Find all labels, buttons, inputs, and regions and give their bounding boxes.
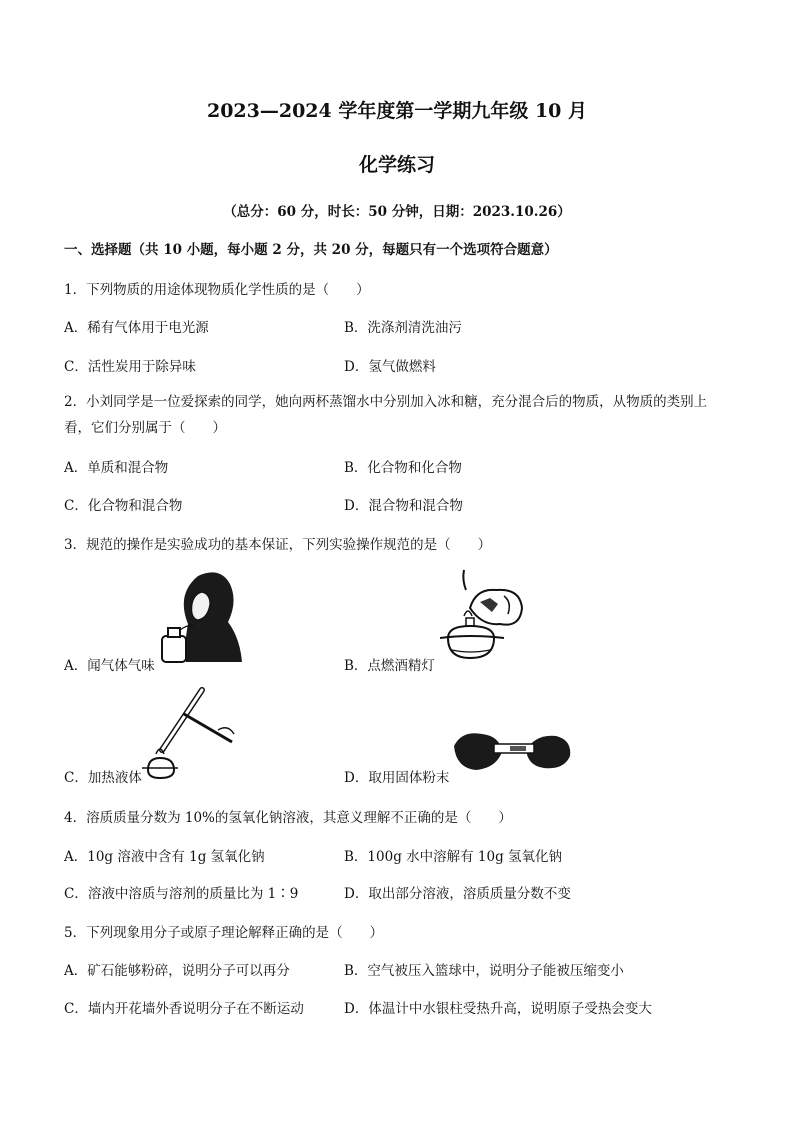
- question-1-option-c: C．活性炭用于除异味: [64, 359, 196, 375]
- exam-info: （总分：60 分，时长：50 分钟，日期：2023.10.26）: [223, 204, 571, 220]
- question-3-option-b: B．点燃酒精灯: [344, 658, 435, 674]
- question-3-stem: 3．规范的操作是实验成功的基本保证，下列实验操作规范的是（ ）: [64, 537, 492, 553]
- question-1-stem: 1．下列物质的用途体现物质化学性质的是（ ）: [64, 282, 370, 298]
- question-5-option-c: C．墙内开花墙外香说明分子在不断运动: [64, 1001, 304, 1017]
- solid-powder-figure: [452, 726, 574, 780]
- question-5-option-a: A．矿石能够粉碎，说明分子可以再分: [64, 963, 290, 979]
- question-2-stem: 2．小刘同学是一位爱探索的同学，她向两杯蒸馏水中分别加入冰和糖，充分混合后的物质，从物质的类别上看，它们分别属于（ ）: [64, 394, 708, 436]
- page-title: 2023—2024 学年度第一学期九年级 10 月: [206, 100, 588, 122]
- question-1-option-a: A．稀有气体用于电光源: [64, 320, 209, 336]
- question-2-option-a: A．单质和混合物: [64, 460, 169, 476]
- lighting-alcohol-lamp-figure: [434, 568, 526, 664]
- question-1-option-b: B．洗涤剂清洗油污: [344, 320, 462, 336]
- smelling-gas-figure: [158, 564, 244, 664]
- question-4-option-b: B．100g 水中溶解有 10g 氢氧化钠: [344, 849, 563, 865]
- question-4-option-d: D．取出部分溶液，溶质质量分数不变: [344, 886, 571, 902]
- question-5-option-b: B．空气被压入篮球中，说明分子能被压缩变小: [344, 963, 624, 979]
- question-2-option-d: D．混合物和混合物: [344, 498, 463, 514]
- question-4-stem: 4．溶质质量分数为 10%的氢氧化钠溶液，其意义理解不正确的是（ ）: [64, 810, 512, 826]
- section-heading: 一、选择题（共 10 小题，每小题 2 分，共 20 分，每题只有一个选项符合题意）: [64, 242, 558, 258]
- heating-liquid-figure: [142, 684, 238, 780]
- question-3-option-a: A．闻气体气味: [64, 658, 155, 674]
- question-1-option-d: D．氢气做燃料: [344, 359, 436, 375]
- question-3-option-d: D．取用固体粉末: [344, 770, 450, 786]
- question-3-option-c: C．加热液体: [64, 770, 142, 786]
- question-5-option-d: D．体温计中水银柱受热升高，说明原子受热会变大: [344, 1001, 652, 1017]
- question-5-stem: 5．下列现象用分子或原子理论解释正确的是（ ）: [64, 925, 384, 941]
- question-4-option-a: A．10g 溶液中含有 1g 氢氧化钠: [64, 849, 265, 865]
- page-subtitle: 化学练习: [358, 154, 435, 176]
- question-4-option-c: C．溶液中溶质与溶剂的质量比为 1∶9: [64, 886, 299, 902]
- question-2-option-b: B．化合物和化合物: [344, 460, 462, 476]
- question-2-option-c: C．化合物和混合物: [64, 498, 183, 514]
